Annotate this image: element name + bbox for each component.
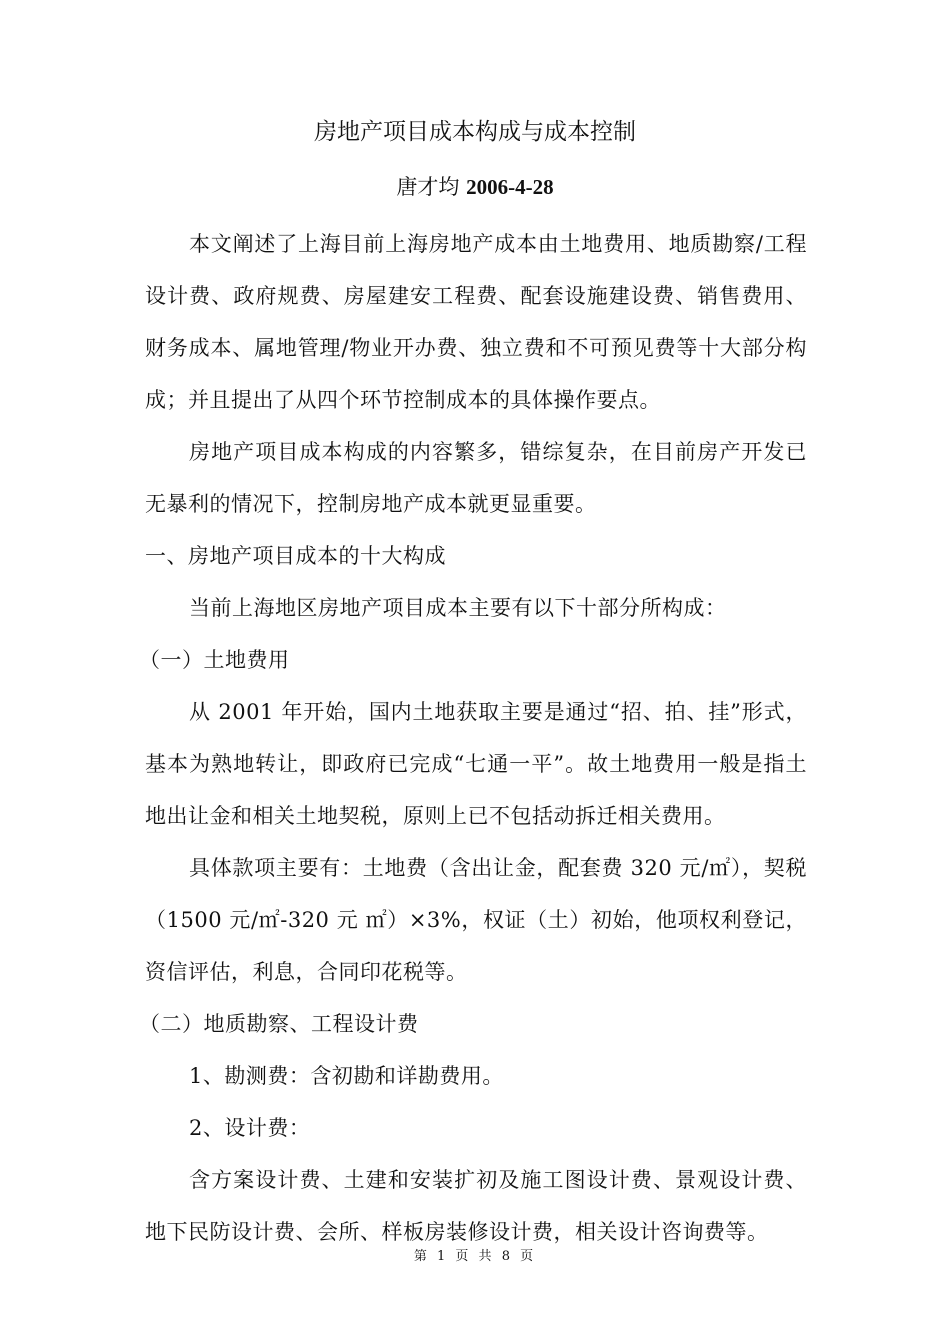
document-title: 房地产项目成本构成与成本控制 <box>314 119 636 145</box>
survey-item-2: 2、设计费： <box>189 1116 311 1140</box>
section-intro: 当前上海地区房地产项目成本主要有以下十部分所构成： <box>189 596 727 620</box>
design-fee-paragraph: 含方案设计费、土建和安装扩初及施工图设计费、景观设计费、地下民防设计费、会所、样板房装修设计费，相关设计咨询费等。 <box>145 1168 807 1244</box>
page-number-footer: 第 1 页 共 8 页 <box>413 1249 537 1264</box>
survey-item-1: 1、勘测费：含初勘和详勘费用。 <box>189 1064 504 1088</box>
author-date: 2006-4-28 <box>466 175 554 199</box>
author-line <box>0 172 950 202</box>
land-paragraph-1: 从 2001 年开始，国内土地获取主要是通过“招、拍、挂”形式，基本为熟地转让，即政府已完成“七通一平”。故土地费用一般是指土地出让金和相关土地契税，原则上已不包括动拆迁相关费用。 <box>145 700 807 828</box>
section-heading: 一、房地产项目成本的十大构成 <box>145 544 446 568</box>
author-name: 唐才均 <box>396 175 460 199</box>
document-body <box>139 218 807 1258</box>
subsection-heading-survey: （二）地质勘察、工程设计费 <box>139 1012 419 1036</box>
abstract-paragraph: 本文阐述了上海目前上海房地产成本由土地费用、地质勘察/工程设计费、政府规费、房屋建安工程费、配套设施建设费、销售费用、财务成本、属地管理/物业开办费、独立费和不可预见费等十大部分构成；并且提出了从四个环节控制成本的具体操作要点。 <box>145 232 807 412</box>
land-paragraph-2: 具体款项主要有：土地费（含出让金，配套费 320 元/㎡），契税（1500 元/㎡-320 元 ㎡）×3%，权证（土）初始，他项权利登记，资信评估，利息，合同印花税等。 <box>145 856 807 984</box>
subsection-heading-land: （一）土地费用 <box>139 648 290 672</box>
intro-paragraph: 房地产项目成本构成的内容繁多，错综复杂，在目前房产开发已无暴利的情况下，控制房地产成本就更显重要。 <box>145 440 807 516</box>
